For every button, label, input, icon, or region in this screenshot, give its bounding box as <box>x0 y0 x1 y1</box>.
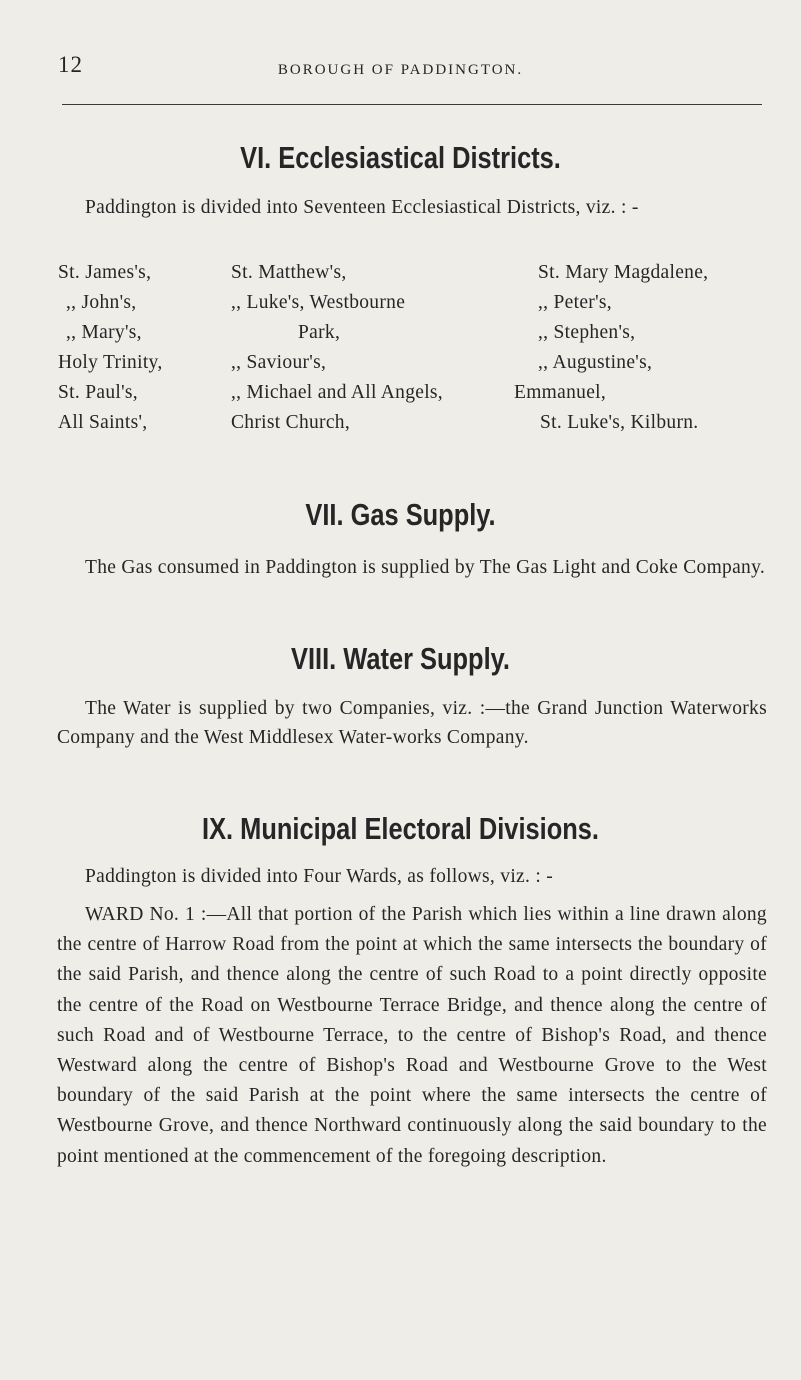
ecclesiastical-intro-text: Paddington is divided into Seventeen Ecclesiastical Districts, viz. : - <box>85 197 639 218</box>
district-item: Holy Trinity, <box>58 352 163 373</box>
water-text: The Water is supplied by two Companies, viz. :—the Grand Junction Waterworks Company and the West Middlesex Water-works Company. <box>57 698 767 748</box>
running-head: BOROUGH OF PADDINGTON. <box>277 62 524 78</box>
district-item: St. James's, <box>58 262 152 283</box>
district-item: ,, Saviour's, <box>231 352 327 373</box>
district-item: St. Matthew's, <box>231 262 347 283</box>
district-item: Christ Church, <box>231 412 351 433</box>
heading-ecclesiastical-districts: VI. Ecclesiastical Districts. <box>240 140 561 175</box>
ward-1-paragraph <box>57 900 767 1172</box>
district-item: ,, Stephen's, <box>538 322 636 343</box>
heading-municipal-electoral-divisions: IX. Municipal Electoral Divisions. <box>202 811 599 846</box>
page-number: 12 <box>58 52 83 77</box>
district-item: ,, Mary's, <box>66 322 142 343</box>
district-item: ,, Augustine's, <box>538 352 653 373</box>
gas-text: The Gas consumed in Paddington is supplied by The Gas Light and Coke Company. <box>85 557 766 578</box>
header-rule <box>62 104 762 105</box>
district-item: ,, Luke's, Westbourne <box>231 292 406 313</box>
heading-gas-supply: VII. Gas Supply. <box>305 497 496 532</box>
water-paragraph <box>57 694 767 752</box>
district-item: ,, Michael and All Angels, <box>231 382 443 403</box>
heading-water-supply: VIII. Water Supply. <box>291 641 510 676</box>
district-item: All Saints', <box>58 412 148 433</box>
electoral-intro-text: Paddington is divided into Four Wards, as follows, viz. : - <box>85 866 554 887</box>
district-item: ,, Peter's, <box>538 292 612 313</box>
ecclesiastical-intro <box>57 193 767 222</box>
district-item: Emmanuel, <box>514 382 607 403</box>
district-item: Park, <box>298 322 341 343</box>
district-item: ,, John's, <box>66 292 137 313</box>
district-item: St. Luke's, Kilburn. <box>540 412 699 433</box>
electoral-intro <box>57 862 767 891</box>
gas-paragraph <box>57 553 767 582</box>
ward-1-text: WARD No. 1 :—All that portion of the Parish which lies within a line drawn along the centre of Harrow Road from the point at which the same intersects the boundary of the said Parish, and thence along the centre of such Road to a point directly opposite the centre of the Road on Westbourne Terrace Bridge, and thence along the centre of such Road and of Westbourne Terrace, to the centre of Bishop's Road, and thence Westward along the centre of Bishop's Road and Westbourne Grove to the West boundary of the said Parish at the point where the same intersects the centre of Westbourne Grove, and thence Northward continuously along the said boundary to the point mentioned at the commencement of the foregoing description. <box>57 904 767 1167</box>
district-item: St. Mary Magdalene, <box>538 262 709 283</box>
district-item: St. Paul's, <box>58 382 138 403</box>
